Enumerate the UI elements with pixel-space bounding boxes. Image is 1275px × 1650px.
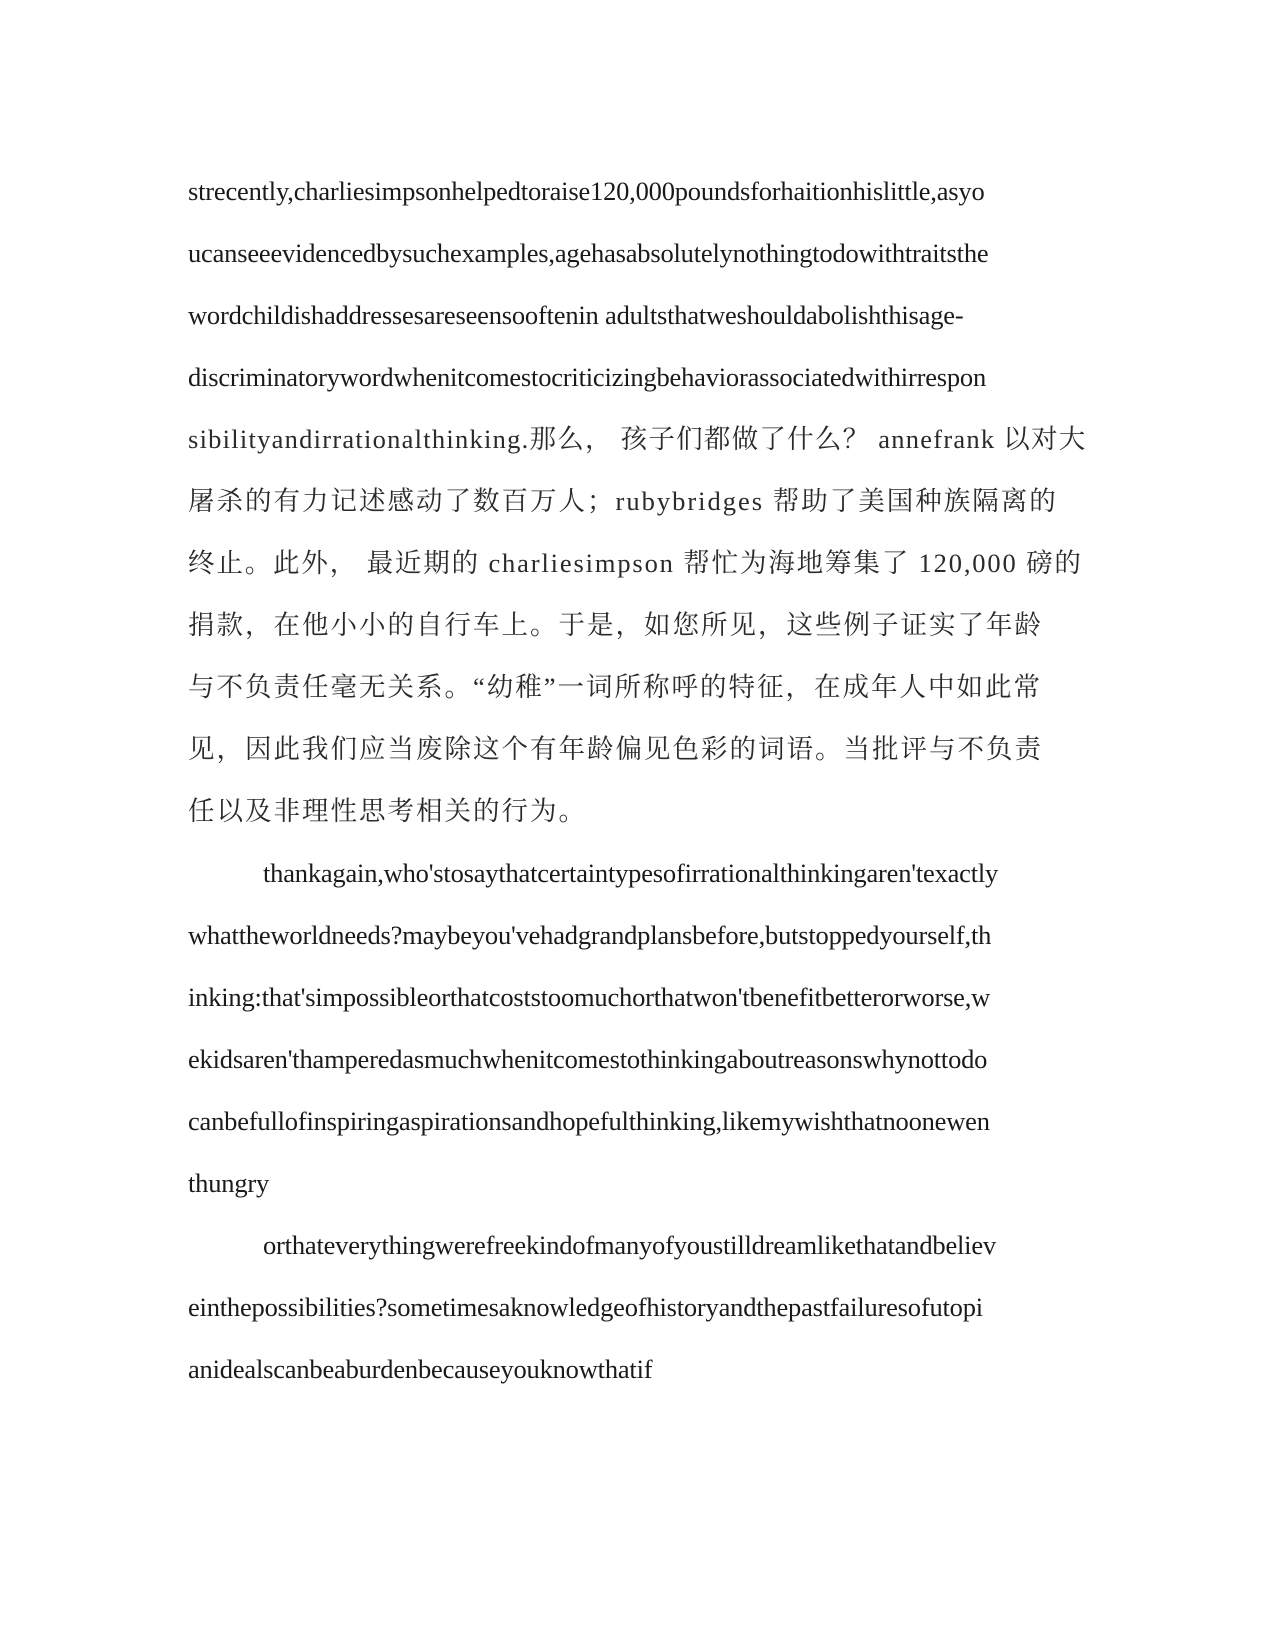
text-line: discriminatorywordwhenitcomestocriticizingbehaviorassociatedwithirrespon bbox=[188, 362, 987, 392]
text-line: 任以及非理性思考相关的行为。 bbox=[188, 796, 587, 826]
text-line: strecently,charliesimpsonhelpedtoraise120,000poundsforhaitionhislittle,asyo bbox=[188, 176, 985, 206]
text-line: whattheworldneeds?maybeyou'vehadgrandplansbefore,butstoppedyourself,th bbox=[188, 920, 992, 950]
text-line: thankagain,who'stosaythatcertaintypesofirrationalthinkingaren'texactly bbox=[263, 858, 999, 888]
text-line: einthepossibilities?sometimesaknowledgeofhistoryandthepastfailuresofutopi bbox=[188, 1292, 983, 1322]
text-line: ucanseeevidencedbysuchexamples,agehasabsolutelynothingtodowithtraitsthe bbox=[188, 238, 989, 268]
text-line: anidealscanbeaburdenbecauseyouknowthatif bbox=[188, 1354, 653, 1384]
text-line: 终止。此外， 最近期的 charliesimpson 帮忙为海地筹集了 120,000 磅的 bbox=[188, 548, 1083, 578]
text-line: 与不负责任毫无关系。“幼稚”一词所称呼的特征，在成年人中如此常 bbox=[188, 672, 1043, 702]
text-line: ekidsaren'thamperedasmuchwhenitcomestothinkingaboutreasonswhynottodo bbox=[188, 1044, 988, 1074]
text-line: 见，因此我们应当废除这个有年龄偏见色彩的词语。当批评与不负责 bbox=[188, 734, 1043, 764]
text-line: 捐款，在他小小的自行车上。于是，如您所见，这些例子证实了年龄 bbox=[188, 610, 1043, 640]
text-line: thungry bbox=[188, 1168, 270, 1198]
text-line: wordchildishaddressesareseensooftenin adultsthatweshouldabolishthisage- bbox=[188, 300, 964, 330]
text-line: canbefullofinspiringaspirationsandhopefulthinking,likemywishthatnoonewen bbox=[188, 1106, 990, 1136]
text-line: orthateverythingwerefreekindofmanyofyoustilldreamlikethatandbeliev bbox=[263, 1230, 996, 1260]
body-text bbox=[188, 160, 1088, 1400]
text-line: 屠杀的有力记述感动了数百万人；rubybridges 帮助了美国种族隔离的 bbox=[188, 486, 1058, 516]
text-line: inking:that'simpossibleorthatcoststoomuchorthatwon'tbenefitbetterorworse,w bbox=[188, 982, 991, 1012]
text-line: sibilityandirrationalthinking.那么， 孩子们都做了什么？ annefrank 以对大 bbox=[188, 424, 1087, 454]
